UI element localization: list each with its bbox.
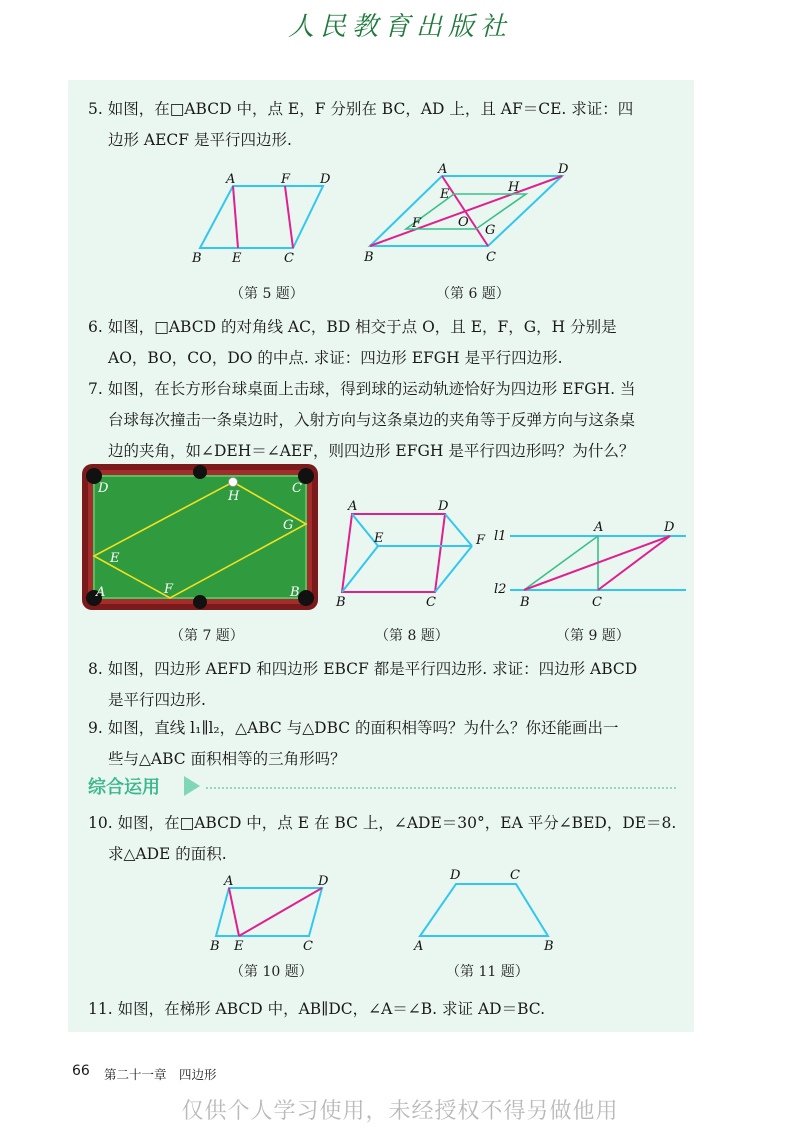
f7-label-C: C xyxy=(292,481,302,496)
problem-11-line1: 11. 如图，在梯形 ABCD 中，AB∥DC，∠A＝∠B. 求证 AD＝BC. xyxy=(88,1000,545,1018)
f7-label-B: B xyxy=(290,585,300,600)
f7-label-H: H xyxy=(228,489,240,504)
f6-label-A: A xyxy=(438,162,448,177)
f9-label-B: B xyxy=(520,595,530,610)
f7-label-E: E xyxy=(110,551,120,566)
problem-10-line2: 求△ADE 的面积. xyxy=(108,845,227,863)
problem-6 xyxy=(88,312,688,374)
watermark: 仅供个人学习使用，未经授权不得另做他用 xyxy=(181,1099,619,1124)
f6-label-G: G xyxy=(485,223,496,238)
problem-6-line2: AO，BO，CO，DO 的中点. 求证：四边形 EFGH 是平行四边形. xyxy=(108,349,563,367)
figure-5 xyxy=(188,168,338,268)
f8-label-E: E xyxy=(374,531,384,546)
f7-label-D: D xyxy=(98,481,109,496)
problem-9-line2: 些与△ABC 面积相等的三角形吗？ xyxy=(108,750,346,768)
f7-label-G: G xyxy=(283,518,294,533)
f9-label-l1: l1 xyxy=(494,529,507,544)
problem-5-line1: 5. 如图，在□ABCD 中，点 E，F 分别在 BC，AD 上，且 AF＝CE. 求证：四 xyxy=(88,100,634,118)
section-arrow-icon xyxy=(184,776,200,796)
pocket-top-middle xyxy=(193,465,207,479)
caption-5: （第 5 题） xyxy=(230,286,304,302)
problem-8-line1: 8. 如图，四边形 AEFD 和四边形 EBCF 都是平行四边形. 求证：四边形 ABCD xyxy=(88,660,638,678)
chapter-title: 第二十一章 四边形 xyxy=(104,1067,217,1082)
f5-label-D: D xyxy=(320,172,331,187)
f11-label-B: B xyxy=(544,939,554,954)
problem-11 xyxy=(88,994,688,1025)
f6-label-H: H xyxy=(508,180,520,195)
f8-label-C: C xyxy=(426,595,436,609)
caption-9: （第 9 题） xyxy=(556,628,630,644)
figure-11 xyxy=(408,864,568,954)
f9-label-l2: l2 xyxy=(494,582,507,597)
caption-11: （第 11 题） xyxy=(446,964,529,980)
f6-label-B: B xyxy=(364,250,374,265)
f8-label-F: F xyxy=(476,533,486,548)
f7-label-F: F xyxy=(164,582,174,597)
f10-label-D: D xyxy=(318,874,329,889)
f5-label-A: A xyxy=(226,172,236,187)
f6-label-C: C xyxy=(486,250,496,265)
f5-label-C: C xyxy=(284,251,294,266)
problem-6-line1: 6. 如图，□ABCD 的对角线 AC，BD 相交于点 O，且 E，F，G，H 分别是 xyxy=(88,318,617,336)
f6-label-D: D xyxy=(558,162,569,177)
problem-7-line2: 台球每次撞击一条桌边时，入射方向与这条桌边的夹角等于反弹方向与这条桌 xyxy=(108,411,636,429)
problem-8-line2: 是平行四边形. xyxy=(108,691,206,709)
problem-9 xyxy=(88,713,688,775)
figure-9 xyxy=(490,518,690,610)
f9-label-A: A xyxy=(594,520,604,535)
problem-9-line1: 9. 如图，直线 l₁∥l₂，△ABC 与△DBC 的面积相等吗？为什么？你还能画出一 xyxy=(88,719,619,737)
f6-label-F: F xyxy=(412,216,422,231)
problem-8 xyxy=(88,654,688,716)
figure-6 xyxy=(360,160,580,270)
figure-8 xyxy=(330,494,490,609)
page-number: 66 xyxy=(72,1063,90,1079)
pocket-bottom-right xyxy=(298,590,314,606)
f8-label-A: A xyxy=(348,499,358,514)
f11-label-A: A xyxy=(414,939,424,954)
problem-5 xyxy=(88,94,688,156)
f10-label-A: A xyxy=(224,874,234,889)
cue-ball xyxy=(229,478,238,487)
problem-7-line1: 7. 如图，在长方形台球桌面上击球，得到球的运动轨迹恰好为四边形 EFGH. 当 xyxy=(88,380,636,398)
caption-10: （第 10 题） xyxy=(230,964,313,980)
problem-5-line2: 边形 AECF 是平行四边形. xyxy=(108,131,292,149)
f9-label-D: D xyxy=(664,520,675,535)
caption-7: （第 7 题） xyxy=(170,628,244,644)
problem-10-line1: 10. 如图，在□ABCD 中，点 E 在 BC 上，∠ADE＝30°，EA 平分∠BED，DE＝8. xyxy=(88,814,677,832)
f7-label-A: A xyxy=(96,585,106,600)
section-divider xyxy=(206,787,676,789)
figure-10 xyxy=(204,870,344,954)
f11-label-C: C xyxy=(510,868,520,883)
caption-8: （第 8 题） xyxy=(375,628,449,644)
f6-label-O: O xyxy=(458,215,469,230)
f5-label-B: B xyxy=(192,251,202,266)
f11-label-D: D xyxy=(450,868,461,883)
f5-label-E: E xyxy=(232,251,242,266)
problem-10 xyxy=(88,808,688,870)
f6-label-E: E xyxy=(440,187,450,202)
publisher-logo: 人民教育出版社 xyxy=(287,12,512,42)
section-title: 综合运用 xyxy=(88,777,160,798)
f10-label-B: B xyxy=(210,939,220,954)
figure-7 xyxy=(80,462,320,612)
f10-label-C: C xyxy=(303,939,313,954)
pocket-bottom-middle xyxy=(193,595,207,609)
problem-7-line3: 边的夹角，如∠DEH＝∠AEF，则四边形 EFGH 是平行四边形吗？为什么？ xyxy=(108,442,635,460)
f9-label-C: C xyxy=(592,595,602,610)
f5-label-F: F xyxy=(281,172,291,187)
f10-label-E: E xyxy=(234,939,244,954)
f8-label-D: D xyxy=(438,499,449,514)
caption-6: （第 6 题） xyxy=(436,286,510,302)
f8-label-B: B xyxy=(336,595,346,609)
problem-7 xyxy=(88,374,688,467)
